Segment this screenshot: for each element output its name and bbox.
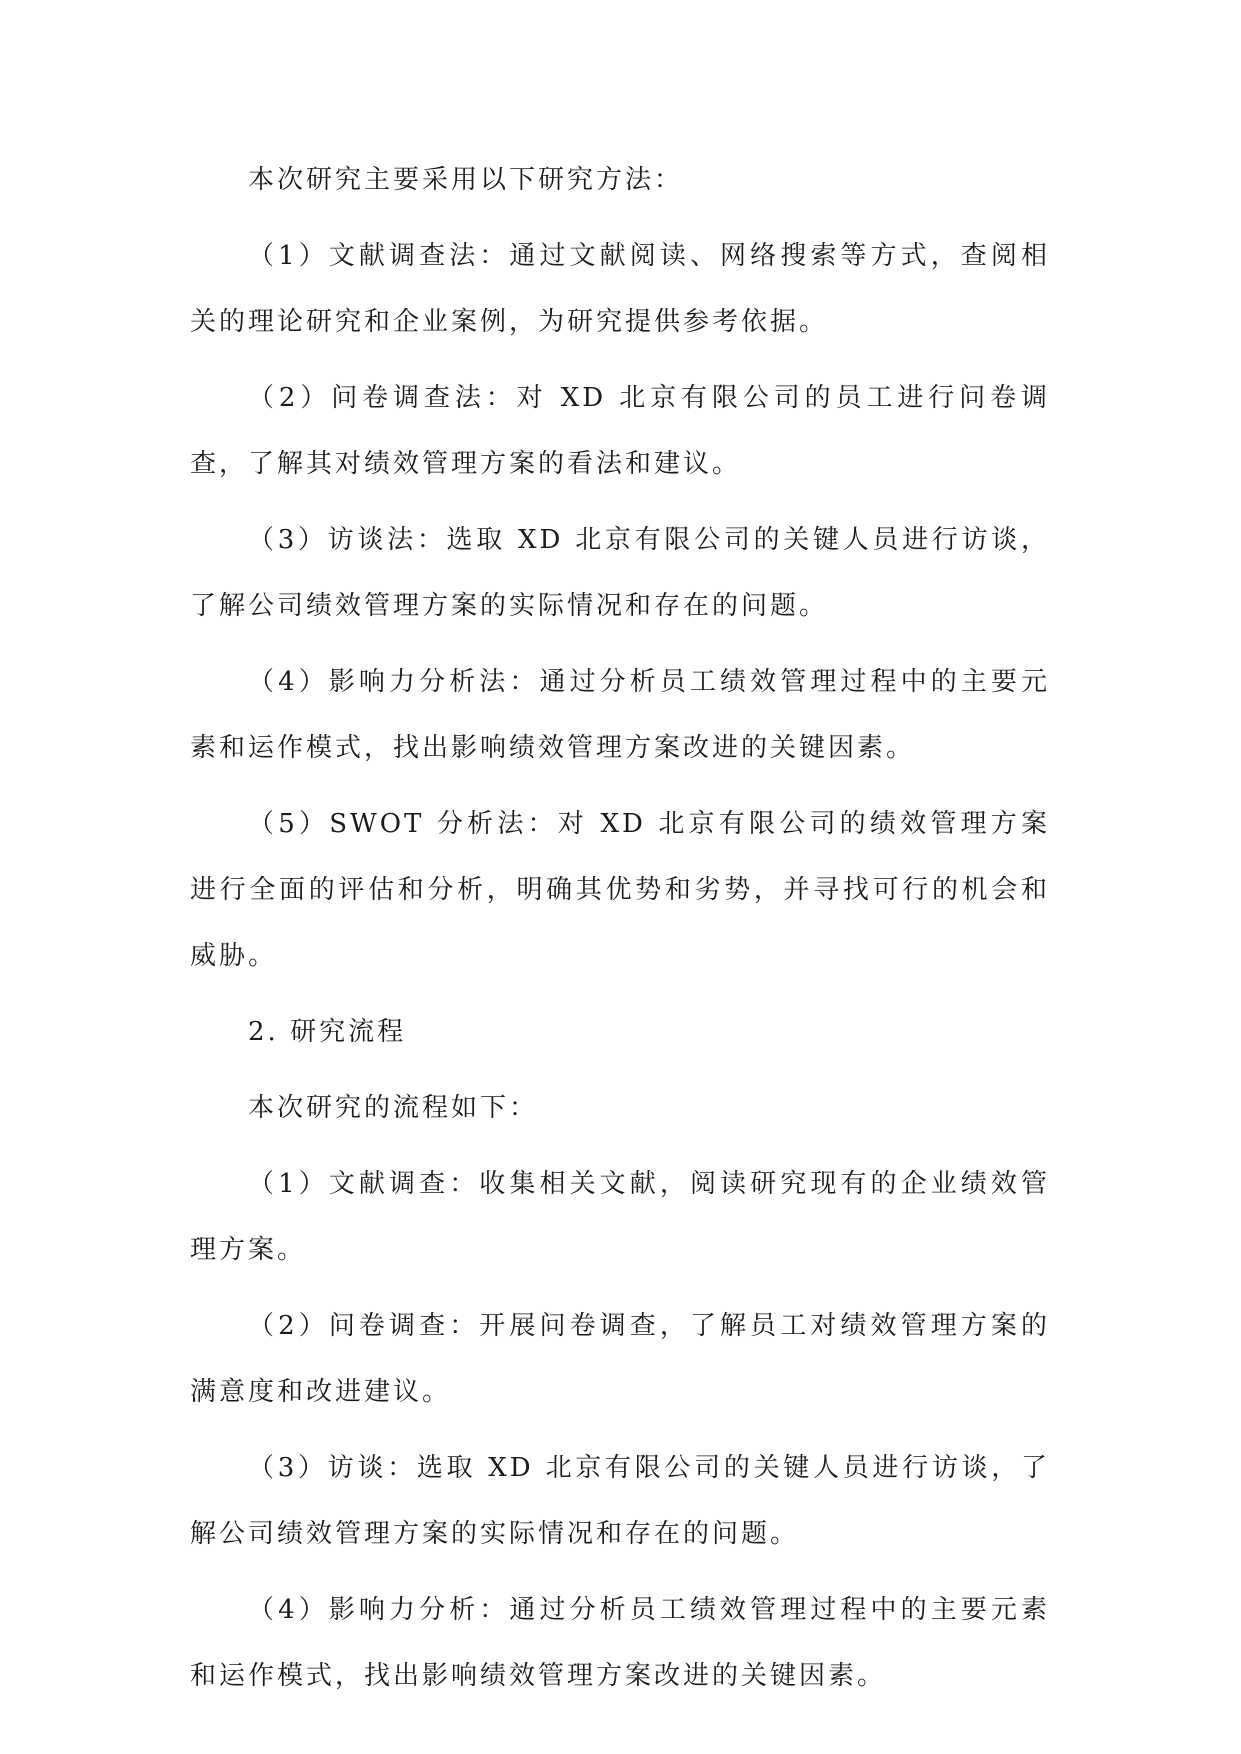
process-questionnaire-paragraph: （2）问卷调查：开展问卷调查，了解员工对绩效管理方案的满意度和改进建议。 [190, 1311, 1050, 1407]
method-questionnaire-paragraph: （2）问卷调查法：对 XD 北京有限公司的员工进行问卷调查，了解其对绩效管理方案的看法和建议。 [190, 383, 1050, 479]
intro-process-paragraph: 本次研究的流程如下： [248, 1093, 539, 1123]
process-influence-paragraph: （4）影响力分析：通过分析员工绩效管理过程中的主要元素和运作模式，找出影响绩效管理方案改进的关键因素。 [190, 1595, 1050, 1691]
intro-methods-paragraph: 本次研究主要采用以下研究方法： [248, 165, 684, 195]
process-interview-paragraph: （3）访谈：选取 XD 北京有限公司的关键人员进行访谈，了解公司绩效管理方案的实际情况和存在的问题。 [190, 1453, 1050, 1549]
method-interview-paragraph: （3）访谈法：选取 XD 北京有限公司的关键人员进行访谈，了解公司绩效管理方案的实际情况和存在的问题。 [190, 525, 1050, 621]
method-literature-paragraph: （1）文献调查法：通过文献阅读、网络搜索等方式，查阅相关的理论研究和企业案例，为研究提供参考依据。 [190, 241, 1050, 337]
document-body [190, 147, 1050, 1719]
method-influence-paragraph: （4）影响力分析法：通过分析员工绩效管理过程中的主要元素和运作模式，找出影响绩效管理方案改进的关键因素。 [190, 667, 1050, 763]
method-swot-paragraph: （5）SWOT 分析法：对 XD 北京有限公司的绩效管理方案进行全面的评估和分析，明确其优势和劣势，并寻找可行的机会和威胁。 [190, 809, 1050, 971]
section-heading-research-process: 2. 研究流程 [248, 1017, 407, 1047]
process-literature-paragraph: （1）文献调查：收集相关文献，阅读研究现有的企业绩效管理方案。 [190, 1169, 1050, 1265]
